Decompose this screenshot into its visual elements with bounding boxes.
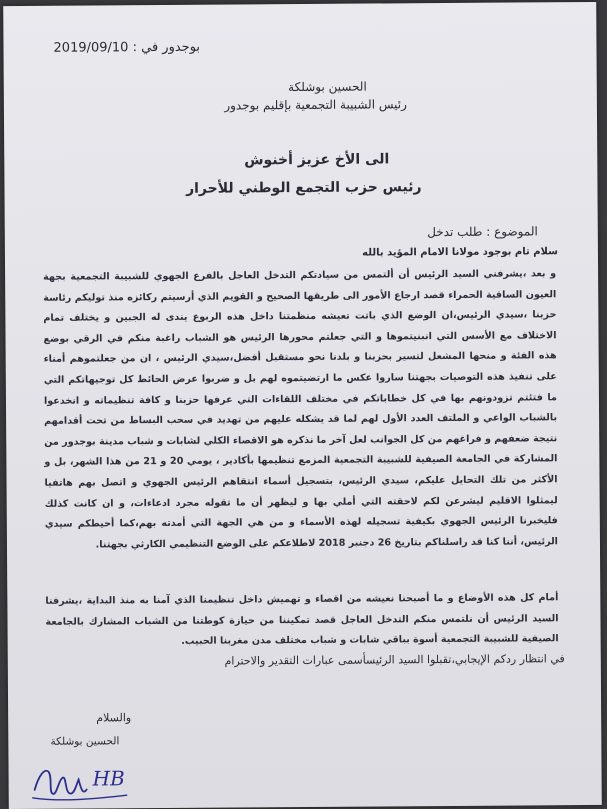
body-paragraph-2: أمام كل هذه الأوضاع و ما أصبحنا نعيشه من اقصاء و تهميش داخل تنظيمنا الذي آمنا به منذ البداية ،يشرفنا السيد الرئيس أن نلتمس منكم التدخل العاجل قصد تمكيننا من حيازة كوطتنا من الشباب المشارك بالجامعة الصيفية للشبيبة التجمعية أسوة بباقي شابات و شباب مختلف مدن مغربنا الحبيب. [45,592,559,648]
recipient-title: رئيس حزب التجمع الوطني للأحرار [185,179,422,197]
greeting: سلام تام بوجود مولانا الامام المؤيد بالله [362,246,558,259]
body-paragraph-1: و بعد ،يشرفني السيد الرئيس أن ألتمس من سيادتكم التدخل العاجل بالفرع الجهوي للشبيبة التجمعية بجهة العيون الساقية الحمراء قصد ارجاع الأمور الى طريقها الصحيح و القويم الذي أرسيتم ركائزه منذ توليكم رئاسة حزبنا ،سيدي الرئيس،ان الوضع الذي باتت تعيشه منظمتنا داخل هذه الربوع يندى له الجبين و يختلف تمام الاختلاف مع الأسس التي انبنيتموها و التي جعلتم محورها الرئيس هو الشباب راغبة منكم في الرقي بوضع هذه الفئة و منحها المشعل لتسير بحزبنا و بلدنا نحو مستقبل أفضل،سيدي الرئيس ، ان من جعلتموهم أمناء على تنفيذ هذه التوصيات بجهتنا ساروا عكس ما ارتضيتموه لهم بل و ضربوا عرض الحائط كل توجيهاتكم التي ما فتئتم تزودونهم بها في كل خطاباتكم في مختلف اللقاءات التي عرفها حزبنا و كافة تنظيماته و انخدعوا بالشباب الواعي و الملتف العدد الأول لهم لما قد يشكله عليهم من تهديد في سحب البساط من تحت أقدامهم نتيجة ضعفهم و فراغهم من كل الجوانب لعل آخر ما نذكره هو الاقصاء الكلي لشابات و شباب مدينة بوجدور من المشاركة في الجامعة الصيفية للشبيبة التجمعية المزمع تنظيمها بأكادير ، يومي 20 و 21 من هذا الشهر، بل و الأكثر من تلك التحايل عليكم، سيدي الرئيس، بتسجيل أسماء انتقاهم الرئيس الجهوي و اتصل بهم هاتفيا ليمثلوا الاقليم ليشرعن لكم لاحقته التي أملي بها و ليظهر أن ما تقوله مجرد ادعاءات، و ان كانت كذلك فليخبرنا الرئيس الجهوي بكيفية تسجيله لهذه الأسماء و من هي الجهة التي أمدته بهم،كما أحيطكم سيدي الرئيس، أننا كنا قد راسلناكم بتاريخ 26 دجنبر 2018 لاطلاعكم على الوضع التنظيمي الكارثي بجهتنا. [43,268,558,551]
location-date: بوجدور في : 2019/09/10 [53,39,201,56]
signature-initials: HB [92,766,125,791]
signature-name: الحسين بوشلكة [50,735,120,748]
salutation: والسلام [96,711,132,725]
sender-name: الحسين بوشلكة [288,79,367,95]
letter-page [3,2,602,809]
closing-line: في انتظار ردكم الإيجابي،تقبلوا السيد الرئيسأسمى عبارات التقدير والاحترام [224,652,565,668]
recipient-line: الى الأخ عزيز أخنوش [244,151,390,169]
subject-line: الموضوع : طلب تدخل [427,224,538,240]
handwritten-signature [30,745,140,806]
sender-title: رئيس الشبيبة التجمعية بإقليم بوجدور [224,97,407,113]
